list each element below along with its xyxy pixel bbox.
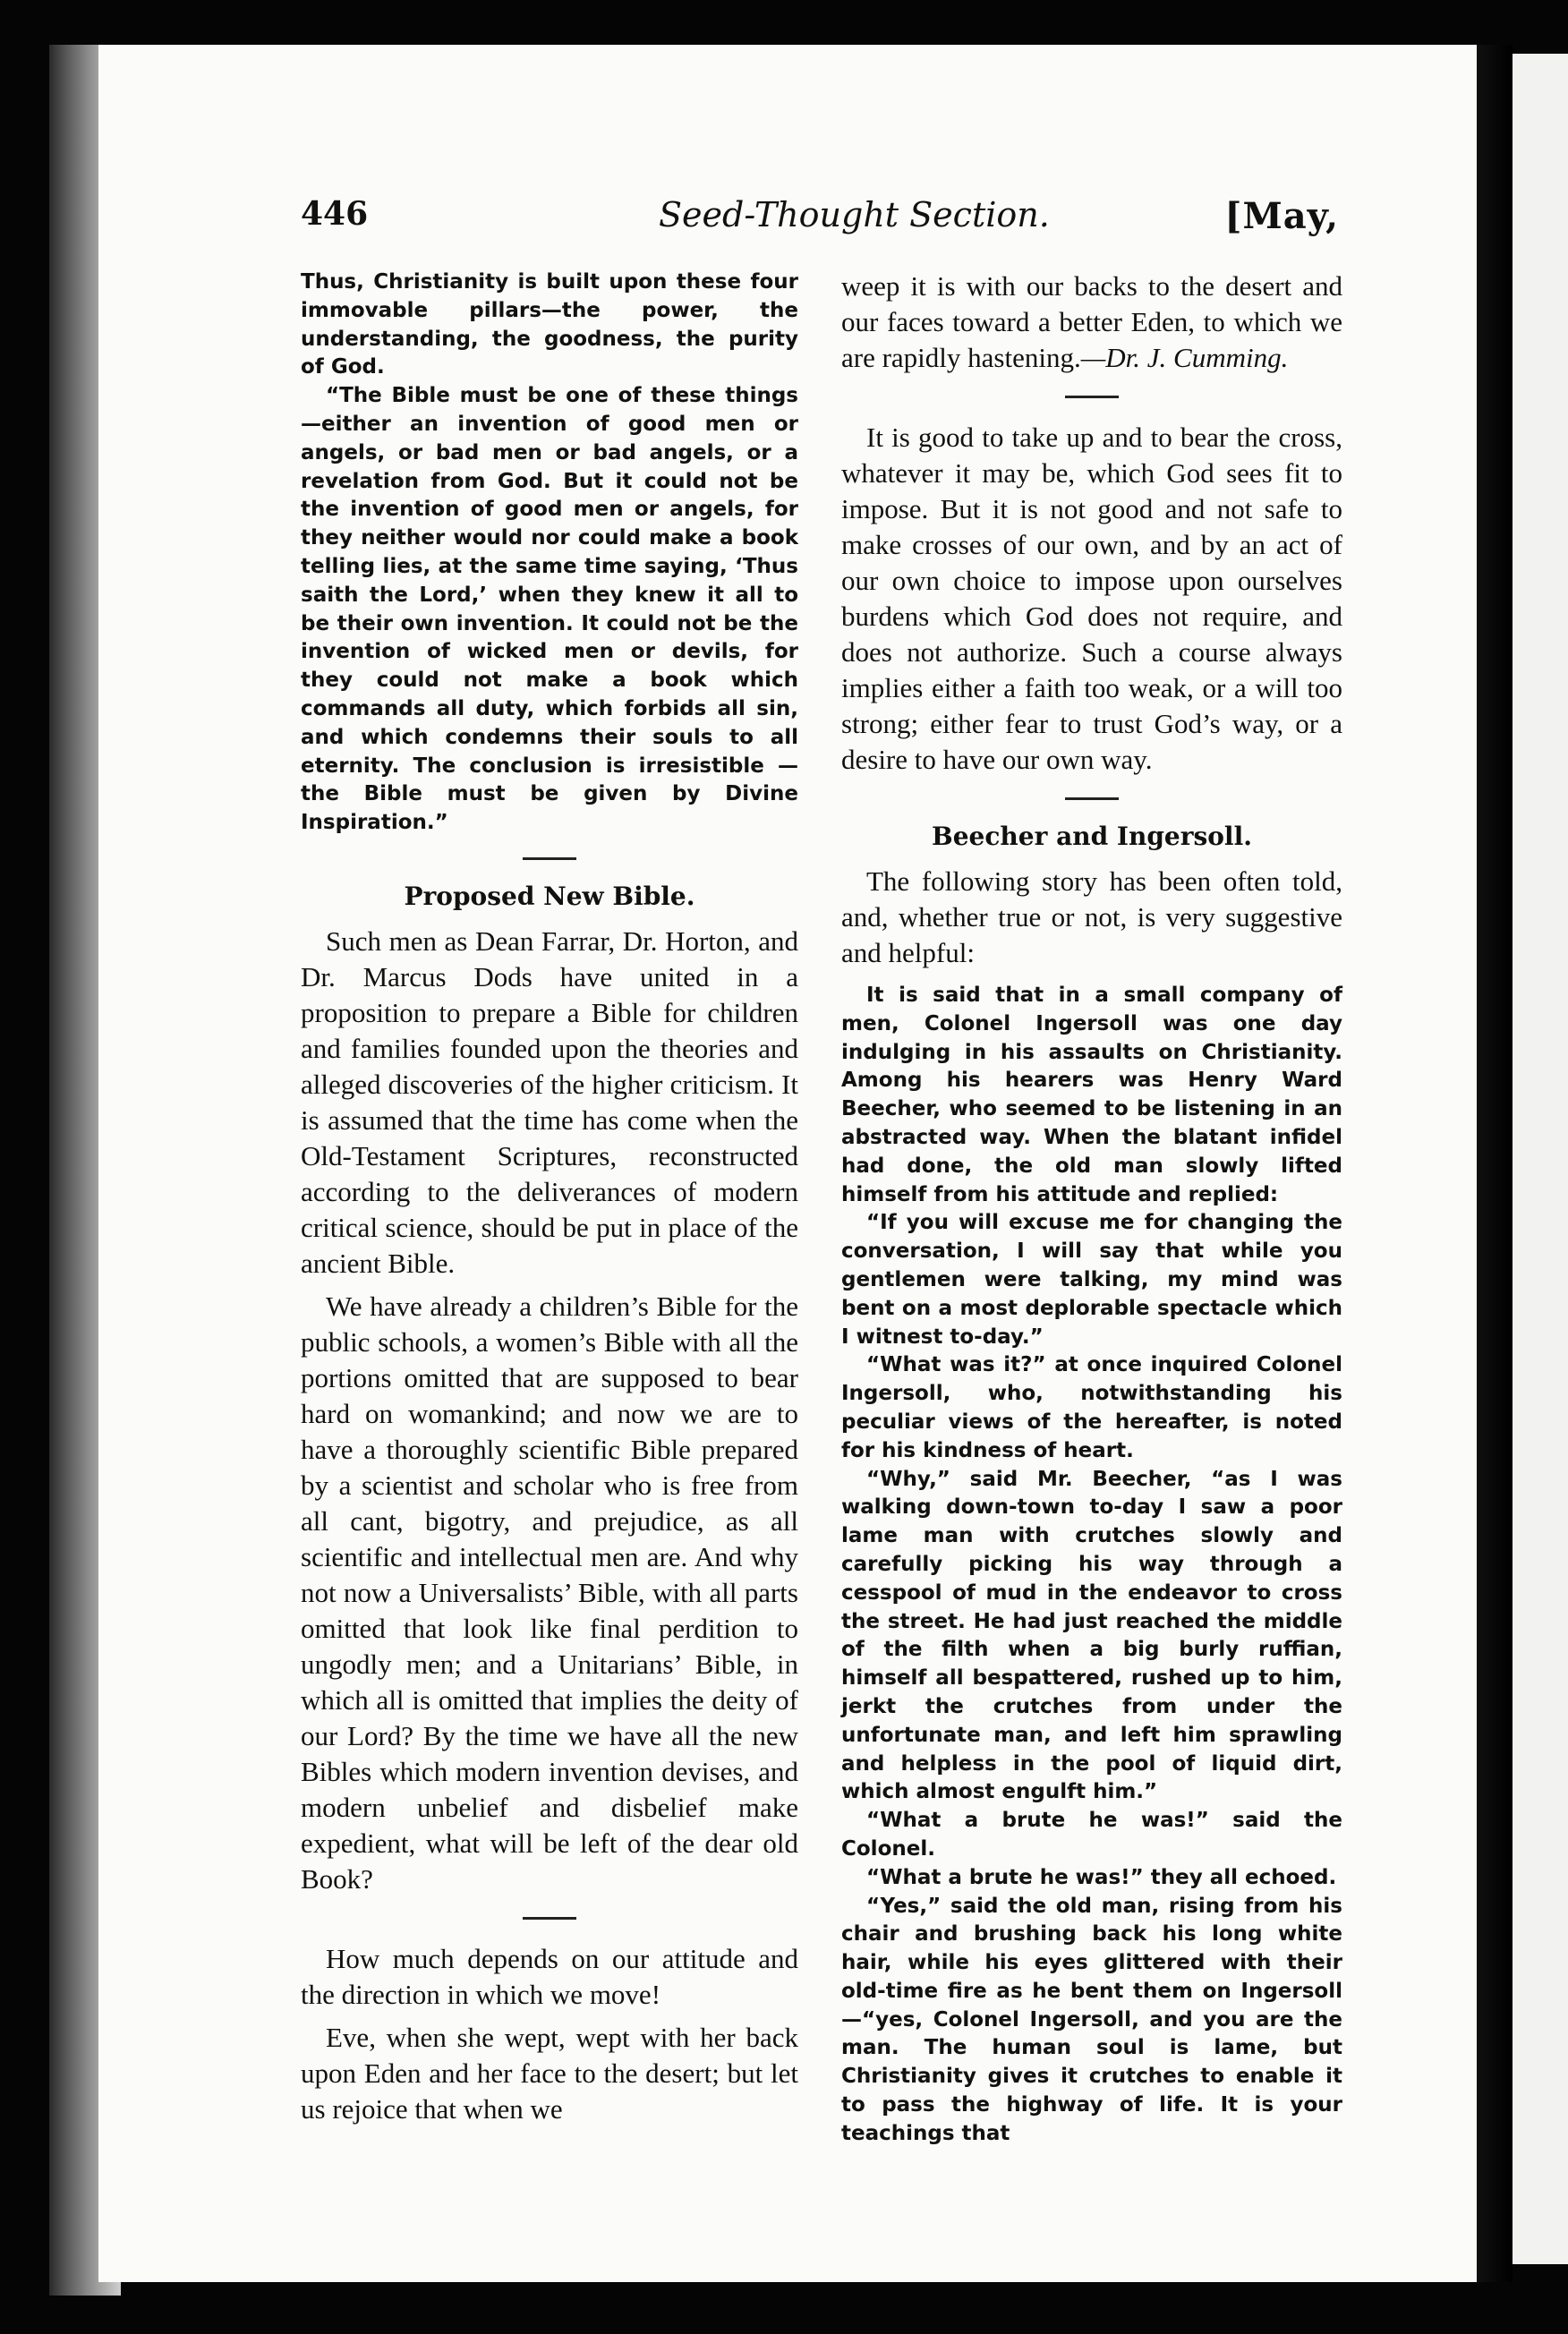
attitude-paragraph-2: Eve, when she wept, wept with her back upon Eden and her face to the desert; but let us rejoice that when we <box>301 2021 798 2125</box>
story-paragraph-1: It is said that in a small company of men, Colonel Ingersoll was one day indulging in his assaults on Christianity. Among his hearers was Henry Ward Beecher, who seemed to be listening in an abstracted way. When the blatant infidel had done, the old man slowly lifted himself from his attitude and replied: <box>841 984 1342 1206</box>
continued-text: weep it is with our backs to the desert and our faces toward a better Eden, to which we are rapidly hastening. <box>841 270 1342 373</box>
story-paragraph-5: “What a brute he was!” said the Colonel. <box>841 1809 1342 1861</box>
page-number: 446 <box>301 195 369 233</box>
story-paragraph-2: “If you will excuse me for changing the conversation, I will say that while you gentlemen were talking, my mind was bent on a most deplorable spectacle which I witnest to-day.” <box>841 1211 1342 1349</box>
intro-paragraph: Thus, Christianity is built upon these four immovable pillars—the power, the understanding, the goodness, the purity of God. <box>301 270 798 379</box>
proposed-paragraph-2: We have already a children’s Bible for the public schools, a women’s Bible with all the portions omitted that are supposed to bear hard on womankind; and now we are to have a thoroughly scientific Bible prepared by a scientist and scholar who is free from all cant, bigotry, and prejudice, as all scientific and intellectual men are. And why not now a Universalists’ Bible, with all parts omitted that look like final perdition to ungodly men; and a Unitarians’ Bible, in which all is omitted that implies the deity of our Lord? By the time we have all the new Bibles which modern invention devises, and modern unbelief and disbelief make expedient, what will be left of the dear old Book? <box>301 1290 798 1895</box>
story-paragraph-4: “Why,” said Mr. Beecher, “as I was walking down-town to-day I saw a poor lame man with crutches slowly and carefully picking his way through a cesspool of mud in the endeavor to cross the street. He had just reached the middle of the filth when a big burly ruffian, himself all bespattered, rushed up to him, jerkt the crutches from under the unfortunate man, and left him sprawling and helpless in the pool of liquid dirt, which almost engulft him.” <box>841 1467 1342 1804</box>
attitude-paragraph-1: How much depends on our attitude and the direction in which we move! <box>301 1942 798 2010</box>
story-paragraph-6: “What a brute he was!” they all echoed. <box>866 1865 1337 1889</box>
heading-beecher-ingersoll: Beecher and Ingersoll. <box>932 822 1252 851</box>
next-page-edge <box>1513 54 1568 2264</box>
story-intro-paragraph: The following story has been often told, and, whether true or not, is very suggestive and helpful: <box>841 865 1342 968</box>
proposed-paragraph-1: Such men as Dean Farrar, Dr. Horton, and Dr. Marcus Dods have united in a proposition to prepare a Bible for children and families founded upon the theories and alleged discoveries of the higher criticism. It is assumed that the time has come when the Old-Testament Scriptures, reconstructed according to the deliverances of modern critical science, should be put in place of the ancient Bible. <box>301 924 798 1279</box>
heading-proposed-new-bible: Proposed New Bible. <box>404 881 695 911</box>
attribution: —Dr. J. Cumming. <box>1080 342 1289 373</box>
left-column <box>301 268 798 2127</box>
section-divider <box>1065 797 1119 800</box>
story-paragraph-3: “What was it?” at once inquired Colonel Ingersoll, who, notwithstanding his peculiar views of the hereafter, is noted for his kindness of heart. <box>841 1353 1342 1462</box>
section-divider <box>523 1917 576 1920</box>
page-header <box>301 195 1339 249</box>
section-divider <box>1065 396 1119 398</box>
continued-paragraph <box>841 268 1342 376</box>
running-title: Seed-Thought Section. <box>659 195 1050 234</box>
bible-quote-paragraph: “The Bible must be one of these things—either an invention of good men or angels, or bad men or bad angels, or a revelation from God. But it could not be the invention of good men or angels, for they neither would nor could make a book telling lies, at the same time saying, ‘Thus saith the Lord,’ when they knew it all to be their own invention. It could not be the invention of wicked men or devils, for they could not make a book which commands all duty, which forbids all sin, and which condemns their souls to all eternity. The conclusion is irresistible —the Bible must be given by Divine Inspiration.” <box>301 384 798 835</box>
cross-paragraph: It is good to take up and to bear the cross, whatever it may be, which God sees fit to impose. But it is not good and not safe to make crosses of our own, and by an act of our own choice to impose upon ourselves burdens which God does not require, and does not authorize. Such a course always implies either a faith too weak, or a will too strong; either fear to trust God’s way, or a desire to have our own way. <box>841 422 1342 775</box>
right-column <box>841 268 1342 2149</box>
section-divider <box>523 857 576 860</box>
story-paragraph-7: “Yes,” said the old man, rising from his chair and brushing back his long white hair, while his eyes glittered with their old-time fire as he bent them on Ingersoll—“yes, Colonel Ingersoll, and you are the man. The human soul is lame, but Christianity gives it crutches to enable it to pass the highway of life. It is your teachings that <box>841 1894 1342 2145</box>
book-gutter-shadow <box>1477 45 1513 2282</box>
month-label: [May, <box>1224 195 1339 237</box>
